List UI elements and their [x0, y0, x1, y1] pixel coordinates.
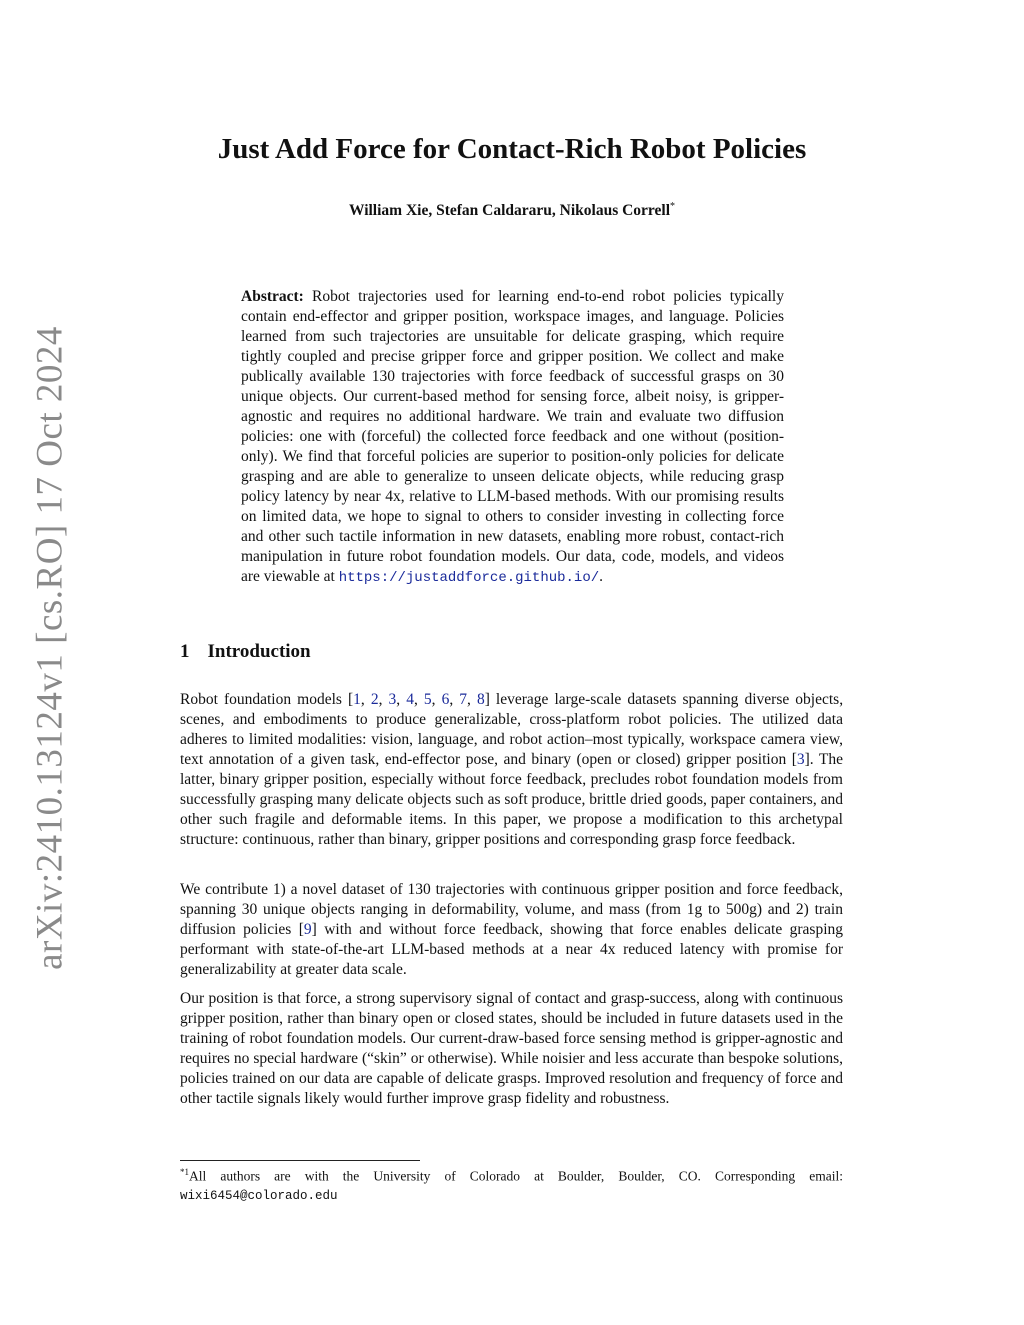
citation-7[interactable]: 7 [459, 691, 468, 708]
abstract-label: Abstract: [241, 288, 304, 305]
footnote [180, 1163, 843, 1205]
intro-paragraph-2 [180, 880, 843, 980]
citation-4[interactable]: 4 [406, 691, 414, 708]
citation-6[interactable]: 6 [441, 691, 450, 708]
citation-8[interactable]: 8 [476, 691, 485, 708]
author-footnote-mark: * [670, 201, 676, 212]
p2-text-a: We contribute 1) a novel dataset of 130 trajectories with continuous gripper position and force feedback, spanning 30 unique objects ranging in deformability, volume, and mass (from 1g to 500g) and 2) train diffusion policies [ [180, 881, 843, 938]
project-url-link[interactable]: https://justaddforce.github.io/ [338, 570, 600, 586]
citation-3[interactable]: 3 [388, 691, 397, 708]
p1-text-a: Robot foundation models [ [180, 691, 354, 708]
footnote-mark: *1 [180, 1167, 189, 1177]
footnote-text: All authors are with the University of Colorado at Boulder, Boulder, CO. Corresponding email: [189, 1168, 843, 1184]
abstract-end: . [599, 568, 604, 585]
section-title: Introduction [207, 641, 311, 662]
arxiv-identifier: arXiv:2410.13124v1 [cs.RO] 17 Oct 2024 [29, 326, 71, 970]
abstract [241, 287, 784, 588]
citation-2[interactable]: 2 [370, 691, 379, 708]
p2-text-b: ] with and without force feedback, showing that force enables delicate grasping performant with state-of-the-art LLM-based methods at a near 4x reduced latency with promise for generalizability at greater data scale. [180, 921, 844, 978]
footnote-divider [180, 1160, 420, 1161]
citation-9[interactable]: 9 [303, 921, 312, 938]
abstract-text: Robot trajectories used for learning end-to-end robot policies typically contain end-effector and gripper position, workspace images, and language. Policies learned from such trajectories are unsuitable for delicate grasping, which require tightly coupled and precise gripper force and gripper position. We collect and make publically available 130 trajectories with force feedback of successful grasps on 30 unique objects. Our current-based method for sensing force, albeit noisy, is gripper-agnostic and requires no additional hardware. We train and evaluate two diffusion policies: one with (forceful) the collected force feedback and one without (position-only). We find that forceful policies are superior to position-only policies for delicate grasping and are able to generalize to unseen delicate objects, while reducing grasp policy latency by near 4x, relative to LLM-based methods. With our promising results on limited data, we hope to signal to others to consider investing in collecting force and other such tactile information in new datasets, enabling more robust, contact-rich manipulation in future robot foundation models. Our data, code, models, and videos are viewable at [241, 288, 784, 585]
citation-3-second[interactable]: 3 [796, 751, 805, 768]
intro-paragraph-3: Our position is that force, a strong supervisory signal of contact and grasp-success, along with continuous gripper position, rather than binary open or closed states, should be included in future datasets used in the training of robot foundation models. Our current-draw-based force sensing method is gripper-agnostic and requires no special hardware (“skin” or otherwise). While noisier and less accurate than bespoke solutions, policies trained on our data are capable of delicate grasps. Improved resolution and frequency of force and other tactile signals likely would further improve grasp fidelity and robustness. [180, 990, 843, 1107]
p1-text-c: ]. The latter, binary gripper position, especially without force feedback, precludes robot foundation models from successfully grasping many delicate objects such as soft produce, brittle dried goods, paper containers, and other such fragile and deformable items. In this paper, we propose a modification to this archetypal structure: continuous, rather than binary, gripper positions and corresponding grasp force feedback. [180, 751, 844, 848]
author-names: William Xie, Stefan Caldararu, Nikolaus Correll [348, 202, 671, 220]
corresponding-email[interactable]: wixi6454@colorado.edu [180, 1188, 338, 1203]
section-number: 1 [180, 641, 190, 662]
section-heading-introduction [180, 641, 311, 663]
citation-5[interactable]: 5 [423, 691, 432, 708]
citation-1[interactable]: 1 [353, 691, 361, 708]
p1-text-b: ] leverage large-scale datasets spanning diverse objects, scenes, and embodiments to produce generalizable, cross-platform robot policies. The utilized data adheres to limited modalities: vision, language, and robot action–most typically, workspace camera view, text annotation of a given task, end-effector pose, and binary (open or closed) gripper position [ [180, 691, 844, 768]
author-list [0, 201, 1024, 220]
paper-title: Just Add Force for Contact-Rich Robot Policies [217, 133, 807, 165]
intro-paragraph-1: Robot foundation models [1, 2, 3, 4, 5, 6, 7, 8] leverage large-scale datasets spanning diverse objects, scenes, and embodiments to produce generalizable, cross-platform robot policies. The utilized data adheres to limited modalities: vision, language, and robot action–most typically, workspace camera view, text annotation of a given task, end-effector pose, and binary (open or closed) gripper position [3]. The latter, binary gripper position, especially without force feedback, precludes robot foundation models from successfully grasping many delicate objects such as soft produce, brittle dried goods, paper containers, and other such fragile and deformable items. In this paper, we propose a modification to this archetypal structure: continuous, rather than binary, gripper positions and corresponding grasp force feedback. [180, 691, 844, 848]
